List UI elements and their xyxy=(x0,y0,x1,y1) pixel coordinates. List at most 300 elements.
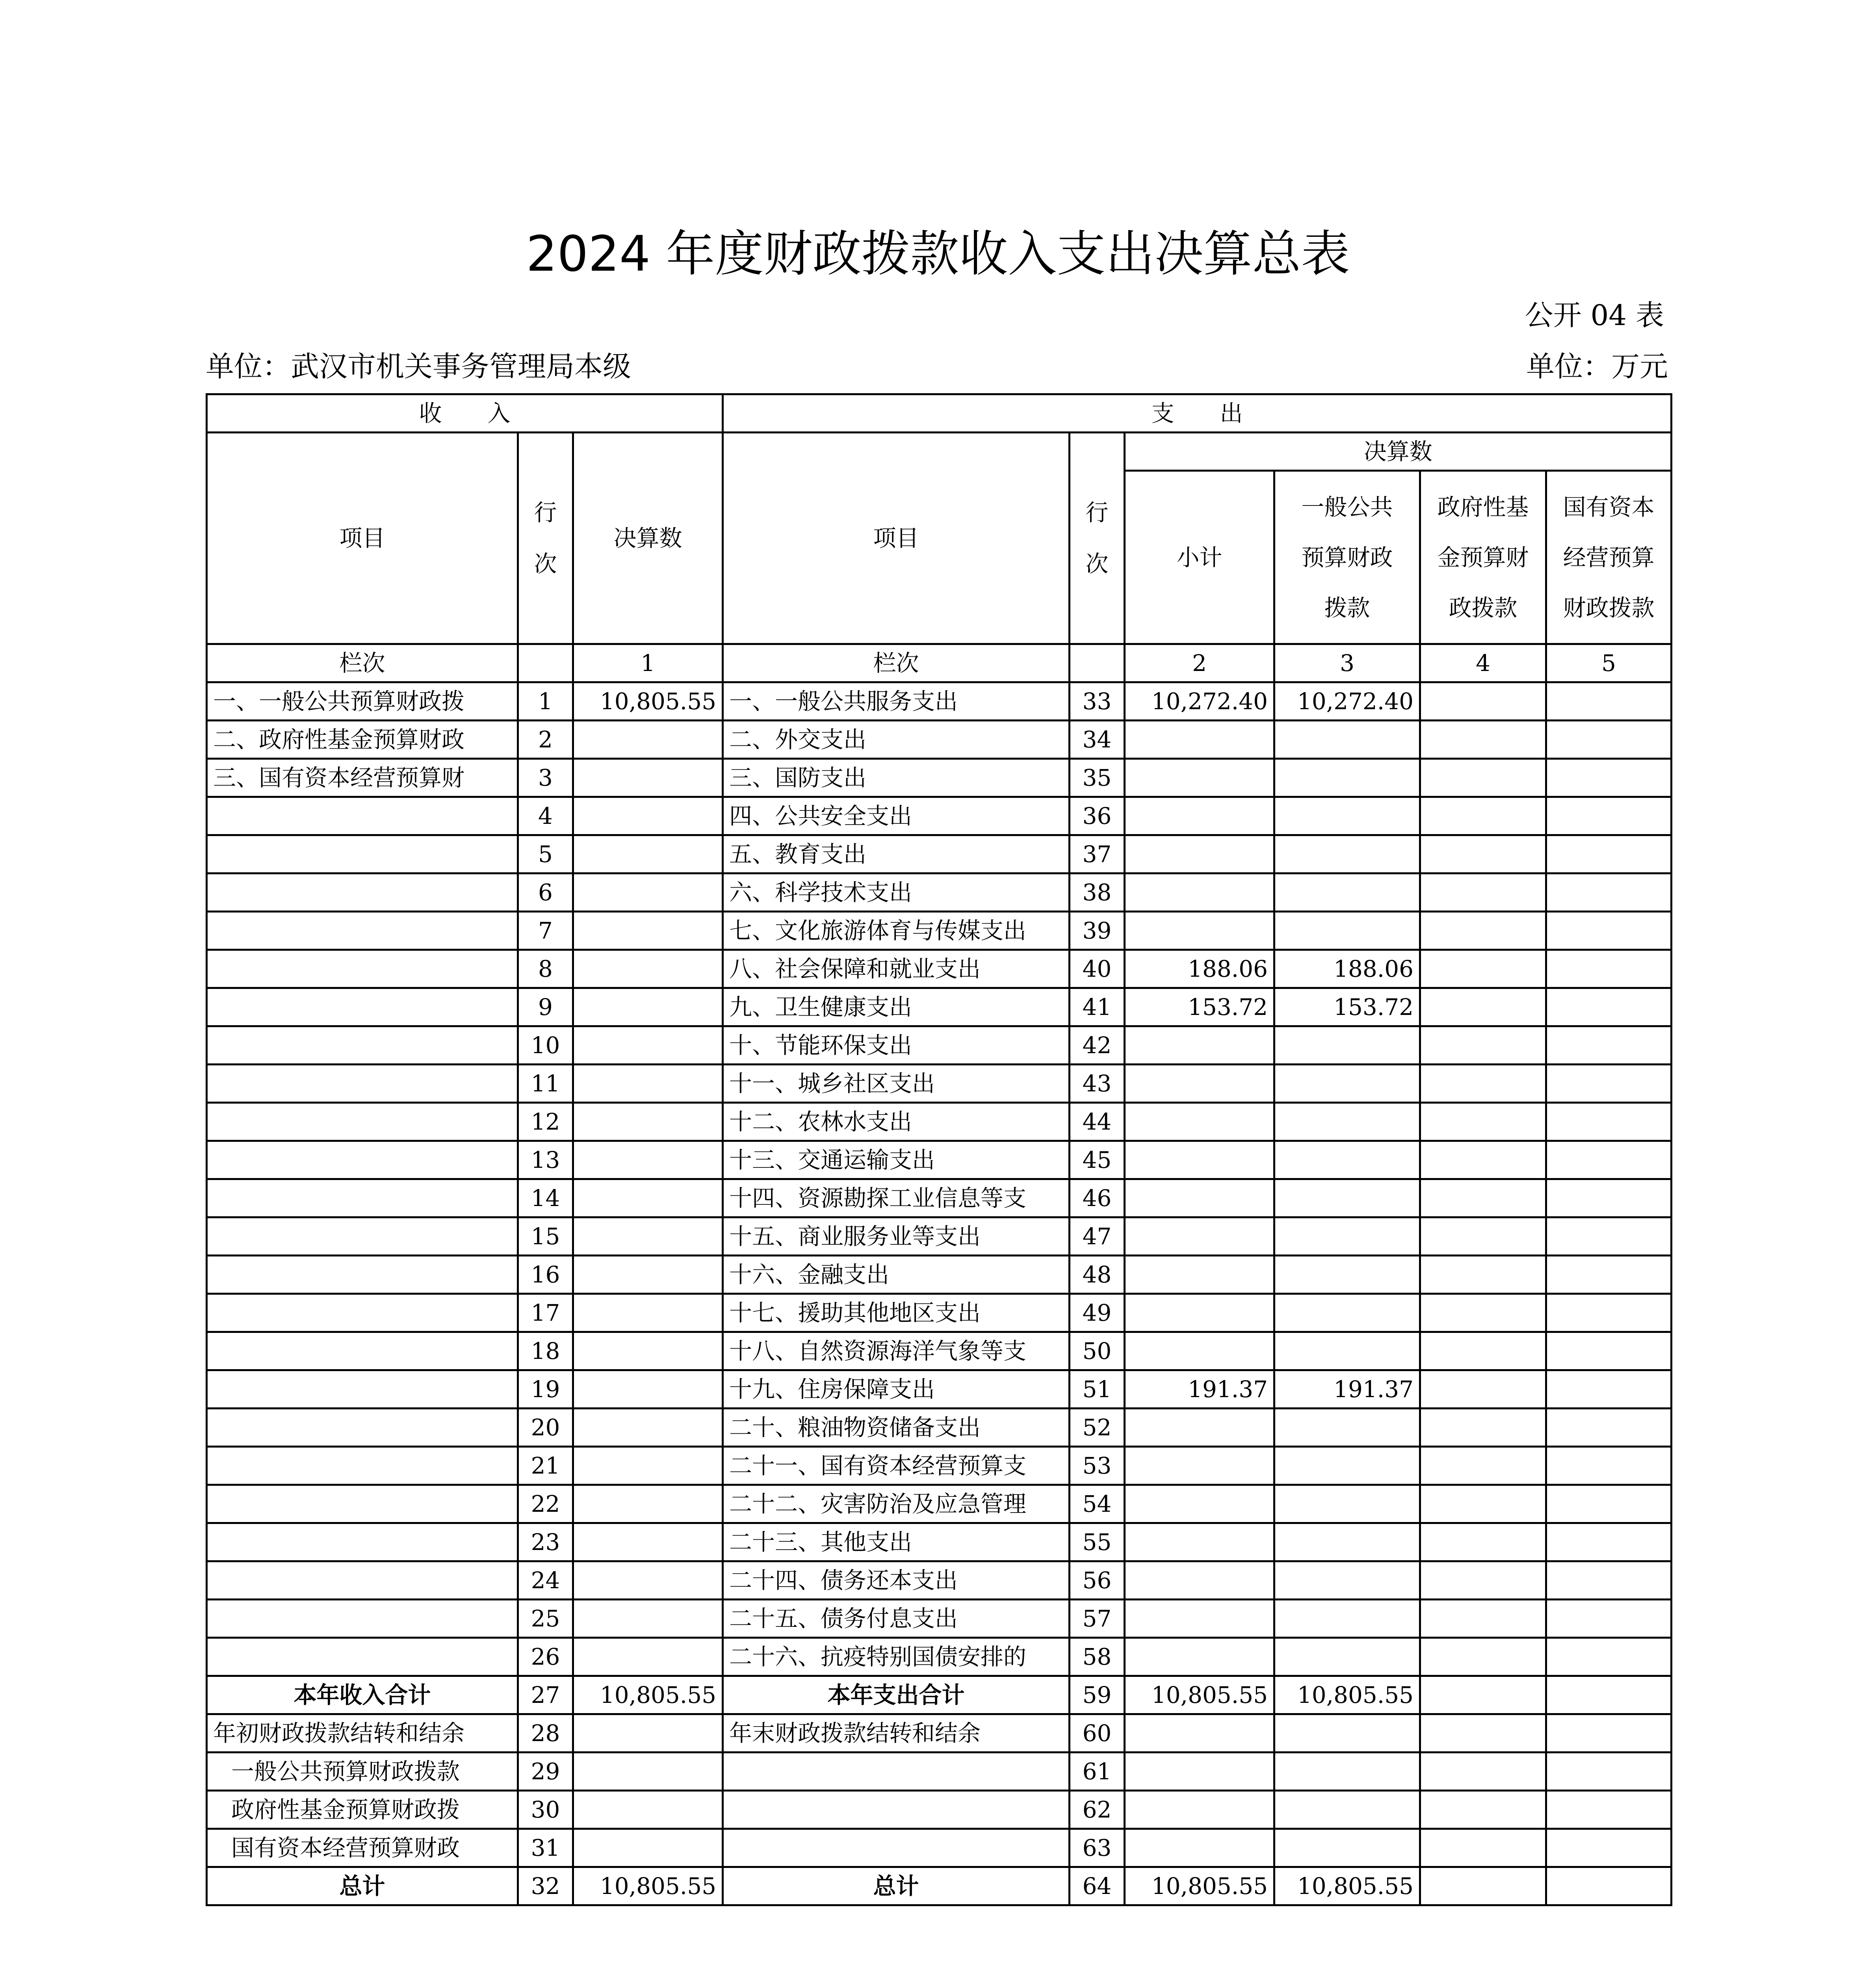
year-total-row xyxy=(207,1676,1672,1714)
table-row xyxy=(207,912,1672,950)
income-item-label xyxy=(207,1561,518,1600)
expense-government-fund xyxy=(1420,873,1546,912)
income-line-no: 25 xyxy=(518,1600,573,1638)
income-item-label xyxy=(207,1141,518,1179)
table-row xyxy=(207,1103,1672,1141)
income-amount xyxy=(573,1217,723,1256)
income-amount xyxy=(573,1409,723,1447)
expense-item-header: 项目 xyxy=(723,433,1070,644)
expense-general-budget: 191.37 xyxy=(1274,1370,1420,1409)
income-item-label xyxy=(207,797,518,835)
income-amount xyxy=(573,950,723,988)
income-amount xyxy=(573,1561,723,1600)
expense-subtotal: 10,272.40 xyxy=(1125,682,1274,721)
expense-line-no: 53 xyxy=(1070,1447,1125,1485)
organization-unit: 单位：武汉市机关事务管理局本级 xyxy=(206,350,632,383)
expense-general-budget xyxy=(1274,1485,1420,1523)
expense-line-no: 49 xyxy=(1070,1294,1125,1332)
income-line-no-header xyxy=(518,433,573,644)
table-row xyxy=(207,873,1672,912)
expense-government-fund xyxy=(1420,1065,1546,1103)
income-line-no: 26 xyxy=(518,1638,573,1676)
expense-subtotal xyxy=(1125,1485,1274,1523)
expense-line-no: 43 xyxy=(1070,1065,1125,1103)
expense-item-label: 九、卫生健康支出 xyxy=(723,988,1070,1026)
expense-general-budget xyxy=(1274,1791,1420,1829)
form-number: 公开 04 表 xyxy=(1525,299,1664,332)
expense-line-no-header xyxy=(1070,433,1125,644)
expense-subtotal xyxy=(1125,1409,1274,1447)
header-line: 预算财政 xyxy=(1301,544,1393,571)
income-item-label: 二、政府性基金预算财政 xyxy=(207,721,518,759)
grand-total-row xyxy=(207,1867,1672,1905)
budget-summary-table xyxy=(206,393,1672,1906)
expense-subtotal xyxy=(1125,1523,1274,1561)
expense-item-label: 五、教育支出 xyxy=(723,835,1070,873)
expense-item-label: 十五、商业服务业等支出 xyxy=(723,1217,1070,1256)
expense-government-fund xyxy=(1420,1179,1546,1217)
expense-state-capital xyxy=(1546,797,1672,835)
expense-subtotal xyxy=(1125,1141,1274,1179)
column-index: 2 xyxy=(1125,644,1274,682)
line-no-char-1: 行 xyxy=(534,499,557,526)
expense-general-budget xyxy=(1274,797,1420,835)
table-row xyxy=(207,1447,1672,1485)
expense-subtotal xyxy=(1125,1753,1274,1791)
table-row xyxy=(207,1256,1672,1294)
income-amount xyxy=(573,1370,723,1409)
currency-unit: 单位：万元 xyxy=(1526,350,1668,383)
expense-line-no: 57 xyxy=(1070,1600,1125,1638)
expense-general-budget xyxy=(1274,1638,1420,1676)
expense-general-budget xyxy=(1274,1217,1420,1256)
expense-subtotal xyxy=(1125,1714,1274,1753)
expense-subtotal xyxy=(1125,759,1274,797)
income-line-no: 15 xyxy=(518,1217,573,1256)
income-line-no: 24 xyxy=(518,1561,573,1600)
expense-state-capital xyxy=(1546,1676,1672,1714)
expense-line-no: 34 xyxy=(1070,721,1125,759)
expense-item-label: 二十二、灾害防治及应急管理 xyxy=(723,1485,1070,1523)
table-row xyxy=(207,1026,1672,1065)
expense-subtotal xyxy=(1125,1638,1274,1676)
expense-final-amount-group-header: 决算数 xyxy=(1125,433,1672,471)
empty-cell xyxy=(1070,644,1125,682)
expense-general-budget xyxy=(1274,835,1420,873)
income-amount xyxy=(573,1523,723,1561)
subtotal-header: 小计 xyxy=(1125,471,1274,644)
expense-item-label: 二十四、债务还本支出 xyxy=(723,1561,1070,1600)
expense-state-capital xyxy=(1546,1561,1672,1600)
expense-line-no: 62 xyxy=(1070,1791,1125,1829)
expense-item-label: 十三、交通运输支出 xyxy=(723,1141,1070,1179)
income-item-label xyxy=(207,1026,518,1065)
income-item-label: 总计 xyxy=(207,1867,518,1905)
expense-government-fund xyxy=(1420,1714,1546,1753)
expense-item-label xyxy=(723,1753,1070,1791)
expense-state-capital xyxy=(1546,950,1672,988)
column-index-row xyxy=(207,644,1672,682)
expense-state-capital xyxy=(1546,1141,1672,1179)
table-row xyxy=(207,1409,1672,1447)
column-header-row-1 xyxy=(207,433,1672,471)
expense-line-no: 45 xyxy=(1070,1141,1125,1179)
expense-general-budget xyxy=(1274,912,1420,950)
expense-subtotal: 153.72 xyxy=(1125,988,1274,1026)
income-item-label xyxy=(207,1485,518,1523)
line-no-char-2: 次 xyxy=(534,550,557,577)
expense-general-budget xyxy=(1274,1065,1420,1103)
expense-government-fund xyxy=(1420,1791,1546,1829)
expense-general-budget xyxy=(1274,1753,1420,1791)
table-row xyxy=(207,1294,1672,1332)
income-amount xyxy=(573,797,723,835)
expense-subtotal xyxy=(1125,721,1274,759)
expense-item-label: 本年支出合计 xyxy=(723,1676,1070,1714)
income-line-no: 4 xyxy=(518,797,573,835)
expense-item-label: 十四、资源勘探工业信息等支 xyxy=(723,1179,1070,1217)
expense-item-label: 二十三、其他支出 xyxy=(723,1523,1070,1561)
expense-line-no: 48 xyxy=(1070,1256,1125,1294)
expense-line-no: 56 xyxy=(1070,1561,1125,1600)
expense-subtotal xyxy=(1125,1026,1274,1065)
income-amount xyxy=(573,1753,723,1791)
income-line-no: 31 xyxy=(518,1829,573,1867)
table-row xyxy=(207,1179,1672,1217)
expense-subtotal xyxy=(1125,1600,1274,1638)
income-section-header: 收 入 xyxy=(207,394,723,433)
header-line: 政拨款 xyxy=(1449,594,1518,621)
expense-item-label: 十七、援助其他地区支出 xyxy=(723,1294,1070,1332)
expense-general-budget: 10,805.55 xyxy=(1274,1867,1420,1905)
expense-line-no: 44 xyxy=(1070,1103,1125,1141)
expense-item-label: 总计 xyxy=(723,1867,1070,1905)
income-amount xyxy=(573,1714,723,1753)
income-amount xyxy=(573,1600,723,1638)
expense-general-budget xyxy=(1274,1103,1420,1141)
income-amount-header: 决算数 xyxy=(573,433,723,644)
expense-general-budget xyxy=(1274,721,1420,759)
table-row xyxy=(207,1523,1672,1561)
expense-line-no: 35 xyxy=(1070,759,1125,797)
expense-general-budget: 188.06 xyxy=(1274,950,1420,988)
expense-government-fund xyxy=(1420,1294,1546,1332)
income-line-no: 5 xyxy=(518,835,573,873)
income-item-label xyxy=(207,1332,518,1370)
expense-government-fund xyxy=(1420,1561,1546,1600)
expense-item-label: 二十五、债务付息支出 xyxy=(723,1600,1070,1638)
expense-item-label: 十六、金融支出 xyxy=(723,1256,1070,1294)
income-item-label xyxy=(207,988,518,1026)
income-item-label xyxy=(207,1065,518,1103)
expense-subtotal xyxy=(1125,1561,1274,1600)
table-row xyxy=(207,950,1672,988)
income-item-label xyxy=(207,1523,518,1561)
income-amount xyxy=(573,1256,723,1294)
expense-state-capital xyxy=(1546,1065,1672,1103)
expense-government-fund xyxy=(1420,1485,1546,1523)
table-row xyxy=(207,988,1672,1026)
empty-cell xyxy=(518,644,573,682)
income-item-header: 项目 xyxy=(207,433,518,644)
expense-subtotal: 191.37 xyxy=(1125,1370,1274,1409)
income-item-label xyxy=(207,1600,518,1638)
expense-subtotal xyxy=(1125,1829,1274,1867)
expense-state-capital xyxy=(1546,873,1672,912)
expense-subtotal xyxy=(1125,1791,1274,1829)
table-row xyxy=(207,682,1672,721)
income-amount xyxy=(573,1332,723,1370)
table-row xyxy=(207,1065,1672,1103)
expense-item-label xyxy=(723,1829,1070,1867)
expense-general-budget: 10,805.55 xyxy=(1274,1676,1420,1714)
expense-item-label: 八、社会保障和就业支出 xyxy=(723,950,1070,988)
expense-state-capital xyxy=(1546,1523,1672,1561)
column-label: 栏次 xyxy=(723,644,1070,682)
income-line-no: 3 xyxy=(518,759,573,797)
expense-general-budget xyxy=(1274,1600,1420,1638)
expense-government-fund xyxy=(1420,1370,1546,1409)
line-no-char-2: 次 xyxy=(1085,550,1109,577)
income-item-label xyxy=(207,873,518,912)
income-item-label: 本年收入合计 xyxy=(207,1676,518,1714)
expense-state-capital xyxy=(1546,1179,1672,1217)
expense-subtotal: 10,805.55 xyxy=(1125,1867,1274,1905)
column-index: 1 xyxy=(573,644,723,682)
expense-general-budget xyxy=(1274,1026,1420,1065)
expense-state-capital xyxy=(1546,1370,1672,1409)
expense-government-fund xyxy=(1420,1332,1546,1370)
expense-government-fund xyxy=(1420,1753,1546,1791)
expense-government-fund xyxy=(1420,682,1546,721)
expense-general-budget xyxy=(1274,873,1420,912)
table-row xyxy=(207,721,1672,759)
line-no-char-1: 行 xyxy=(1085,499,1109,526)
income-amount xyxy=(573,1026,723,1065)
income-amount xyxy=(573,1485,723,1523)
expense-state-capital xyxy=(1546,835,1672,873)
page-title: 2024 年度财政拨款收入支出决算总表 xyxy=(526,226,1350,282)
expense-subtotal: 188.06 xyxy=(1125,950,1274,988)
expense-government-fund xyxy=(1420,1103,1546,1141)
expense-general-budget xyxy=(1274,1256,1420,1294)
expense-government-fund xyxy=(1420,912,1546,950)
expense-line-no: 64 xyxy=(1070,1867,1125,1905)
expense-government-fund xyxy=(1420,1600,1546,1638)
expense-government-fund xyxy=(1420,1409,1546,1447)
carryover-row xyxy=(207,1714,1672,1753)
income-item-label xyxy=(207,1103,518,1141)
expense-line-no: 52 xyxy=(1070,1409,1125,1447)
income-line-no: 16 xyxy=(518,1256,573,1294)
income-item-label xyxy=(207,950,518,988)
expense-state-capital xyxy=(1546,1447,1672,1485)
expense-item-label: 十八、自然资源海洋气象等支 xyxy=(723,1332,1070,1370)
expense-line-no: 40 xyxy=(1070,950,1125,988)
table-row xyxy=(207,1370,1672,1409)
income-item-label: 年初财政拨款结转和结余 xyxy=(207,1714,518,1753)
expense-state-capital xyxy=(1546,1217,1672,1256)
income-line-no: 9 xyxy=(518,988,573,1026)
column-index: 4 xyxy=(1420,644,1546,682)
expense-subtotal xyxy=(1125,1447,1274,1485)
expense-line-no: 60 xyxy=(1070,1714,1125,1753)
expense-state-capital xyxy=(1546,1485,1672,1523)
income-amount xyxy=(573,1447,723,1485)
table-row xyxy=(207,1332,1672,1370)
income-line-no: 20 xyxy=(518,1409,573,1447)
income-line-no: 12 xyxy=(518,1103,573,1141)
income-item-label xyxy=(207,835,518,873)
expense-subtotal xyxy=(1125,1179,1274,1217)
table-row xyxy=(207,1561,1672,1600)
expense-general-budget xyxy=(1274,1294,1420,1332)
expense-state-capital xyxy=(1546,912,1672,950)
income-line-no: 22 xyxy=(518,1485,573,1523)
income-amount xyxy=(573,1179,723,1217)
income-line-no: 21 xyxy=(518,1447,573,1485)
expense-line-no: 63 xyxy=(1070,1829,1125,1867)
expense-subtotal xyxy=(1125,1294,1274,1332)
income-line-no: 2 xyxy=(518,721,573,759)
income-amount xyxy=(573,988,723,1026)
expense-item-label: 二十一、国有资本经营预算支 xyxy=(723,1447,1070,1485)
income-amount xyxy=(573,721,723,759)
expense-state-capital xyxy=(1546,1638,1672,1676)
income-line-no: 18 xyxy=(518,1332,573,1370)
expense-item-label: 年末财政拨款结转和结余 xyxy=(723,1714,1070,1753)
expense-government-fund xyxy=(1420,988,1546,1026)
expense-item-label: 二十六、抗疫特别国债安排的 xyxy=(723,1638,1070,1676)
state-capital-header xyxy=(1546,471,1672,644)
general-budget-header xyxy=(1274,471,1420,644)
income-line-no: 14 xyxy=(518,1179,573,1217)
expense-general-budget xyxy=(1274,1141,1420,1179)
expense-government-fund xyxy=(1420,1217,1546,1256)
income-item-label xyxy=(207,1179,518,1217)
expense-general-budget: 153.72 xyxy=(1274,988,1420,1026)
expense-state-capital xyxy=(1546,1332,1672,1370)
table-row xyxy=(207,1217,1672,1256)
expense-item-label: 六、科学技术支出 xyxy=(723,873,1070,912)
income-line-no: 8 xyxy=(518,950,573,988)
expense-subtotal xyxy=(1125,1103,1274,1141)
footnote xyxy=(213,1966,1560,1970)
column-label: 栏次 xyxy=(207,644,518,682)
expense-line-no: 36 xyxy=(1070,797,1125,835)
expense-general-budget xyxy=(1274,1561,1420,1600)
income-item-label xyxy=(207,1294,518,1332)
column-index: 5 xyxy=(1546,644,1672,682)
expense-state-capital xyxy=(1546,1600,1672,1638)
expense-state-capital xyxy=(1546,1409,1672,1447)
header-line: 一般公共 xyxy=(1301,493,1393,520)
expense-general-budget xyxy=(1274,1179,1420,1217)
column-index: 3 xyxy=(1274,644,1420,682)
table-row xyxy=(207,1600,1672,1638)
expense-line-no: 33 xyxy=(1070,682,1125,721)
expense-general-budget xyxy=(1274,1409,1420,1447)
header-line: 财政拨款 xyxy=(1563,594,1655,621)
expense-general-budget xyxy=(1274,1447,1420,1485)
expense-item-label: 十、节能环保支出 xyxy=(723,1026,1070,1065)
expense-general-budget xyxy=(1274,1332,1420,1370)
expense-general-budget xyxy=(1274,759,1420,797)
income-amount xyxy=(573,1791,723,1829)
expense-government-fund xyxy=(1420,950,1546,988)
income-amount xyxy=(573,835,723,873)
expense-state-capital xyxy=(1546,1103,1672,1141)
expense-general-budget xyxy=(1274,1523,1420,1561)
expense-line-no: 47 xyxy=(1070,1217,1125,1256)
expense-subtotal xyxy=(1125,1217,1274,1256)
expense-government-fund xyxy=(1420,1867,1546,1905)
header-line: 经营预算 xyxy=(1563,544,1655,571)
income-line-no: 17 xyxy=(518,1294,573,1332)
expense-government-fund xyxy=(1420,721,1546,759)
expense-line-no: 46 xyxy=(1070,1179,1125,1217)
expense-state-capital xyxy=(1546,1714,1672,1753)
income-item-label xyxy=(207,912,518,950)
header-line: 金预算财 xyxy=(1437,544,1529,571)
carryover-row xyxy=(207,1753,1672,1791)
expense-item-label: 十一、城乡社区支出 xyxy=(723,1065,1070,1103)
income-amount xyxy=(573,1065,723,1103)
section-header-row xyxy=(207,394,1672,433)
income-amount: 10,805.55 xyxy=(573,1676,723,1714)
income-line-no: 1 xyxy=(518,682,573,721)
expense-line-no: 37 xyxy=(1070,835,1125,873)
government-fund-header xyxy=(1420,471,1546,644)
expense-item-label: 四、公共安全支出 xyxy=(723,797,1070,835)
income-item-label xyxy=(207,1447,518,1485)
expense-state-capital xyxy=(1546,1294,1672,1332)
income-amount: 10,805.55 xyxy=(573,682,723,721)
income-line-no: 13 xyxy=(518,1141,573,1179)
expense-state-capital xyxy=(1546,1753,1672,1791)
income-line-no: 27 xyxy=(518,1676,573,1714)
expense-government-fund xyxy=(1420,835,1546,873)
expense-item-label: 二、外交支出 xyxy=(723,721,1070,759)
expense-government-fund xyxy=(1420,797,1546,835)
table-row xyxy=(207,1485,1672,1523)
income-line-no: 19 xyxy=(518,1370,573,1409)
expense-line-no: 50 xyxy=(1070,1332,1125,1370)
table-row xyxy=(207,835,1672,873)
expense-government-fund xyxy=(1420,1523,1546,1561)
income-line-no: 30 xyxy=(518,1791,573,1829)
expense-state-capital xyxy=(1546,988,1672,1026)
income-amount xyxy=(573,1294,723,1332)
expense-state-capital xyxy=(1546,759,1672,797)
expense-line-no: 41 xyxy=(1070,988,1125,1026)
expense-item-label xyxy=(723,1791,1070,1829)
expense-line-no: 59 xyxy=(1070,1676,1125,1714)
income-item-label xyxy=(207,1370,518,1409)
header-line: 拨款 xyxy=(1324,594,1370,621)
income-item-label xyxy=(207,1256,518,1294)
expense-item-label: 十二、农林水支出 xyxy=(723,1103,1070,1141)
expense-subtotal: 10,805.55 xyxy=(1125,1676,1274,1714)
income-amount: 10,805.55 xyxy=(573,1867,723,1905)
expense-line-no: 38 xyxy=(1070,873,1125,912)
carryover-row xyxy=(207,1829,1672,1867)
table-row xyxy=(207,797,1672,835)
expense-state-capital xyxy=(1546,1829,1672,1867)
income-line-no: 32 xyxy=(518,1867,573,1905)
income-amount xyxy=(573,1141,723,1179)
income-line-no: 6 xyxy=(518,873,573,912)
